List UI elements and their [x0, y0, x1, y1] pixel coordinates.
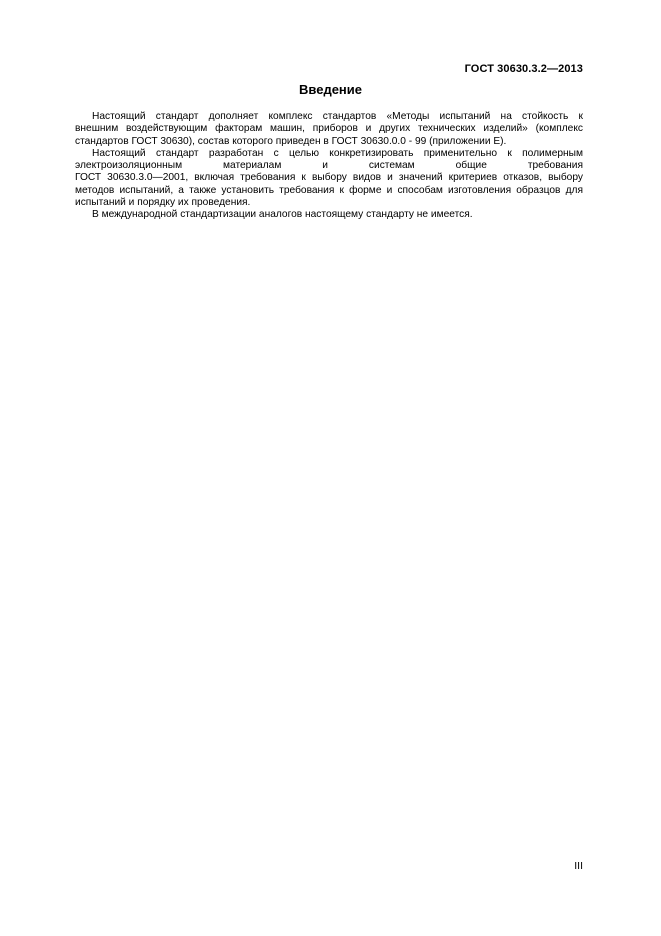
text-line-content: электроизоляционным материалам и системам общие требования [75, 160, 583, 172]
text-line [75, 197, 583, 209]
paragraph-3 [75, 209, 583, 221]
text-line [75, 136, 583, 148]
paragraph-2 [75, 148, 583, 209]
document-code: ГОСТ 30630.3.2—2013 [464, 63, 583, 75]
text-line-content: методов испытаний, а также установить требования к форме и способам изготовления образцов для [75, 184, 583, 196]
text-line-content: ГОСТ 30630.3.0—2001, включая требования к выбору видов и значений критериев отказов, выбору [75, 172, 583, 184]
text-line [75, 123, 583, 135]
text-line [75, 209, 583, 221]
introduction-body [75, 111, 583, 222]
text-line-content: испытаний и порядку их проведения. [75, 197, 251, 209]
text-line [75, 111, 583, 123]
page-number: III [574, 860, 583, 872]
text-line [75, 172, 583, 184]
section-title: Введение [299, 82, 362, 97]
text-line-content: стандартов ГОСТ 30630), состав которого приведен в ГОСТ 30630.0.0 - 99 (приложении Е). [75, 135, 507, 147]
text-line [75, 148, 583, 160]
text-line-content: внешним воздействующим факторам машин, приборов и других технических изделий» (комплекс [75, 123, 583, 135]
text-line [75, 160, 583, 172]
text-line-content: Настоящий стандарт дополняет комплекс стандартов «Методы испытаний на стойкость к [92, 111, 583, 122]
paragraph-1 [75, 111, 583, 148]
text-line [75, 185, 583, 197]
text-line-content: Настоящий стандарт разработан с целью конкретизировать применительно к полимерным [92, 147, 583, 159]
text-line-content: В международной стандартизации аналогов настоящему стандарту не имеется. [92, 209, 473, 221]
